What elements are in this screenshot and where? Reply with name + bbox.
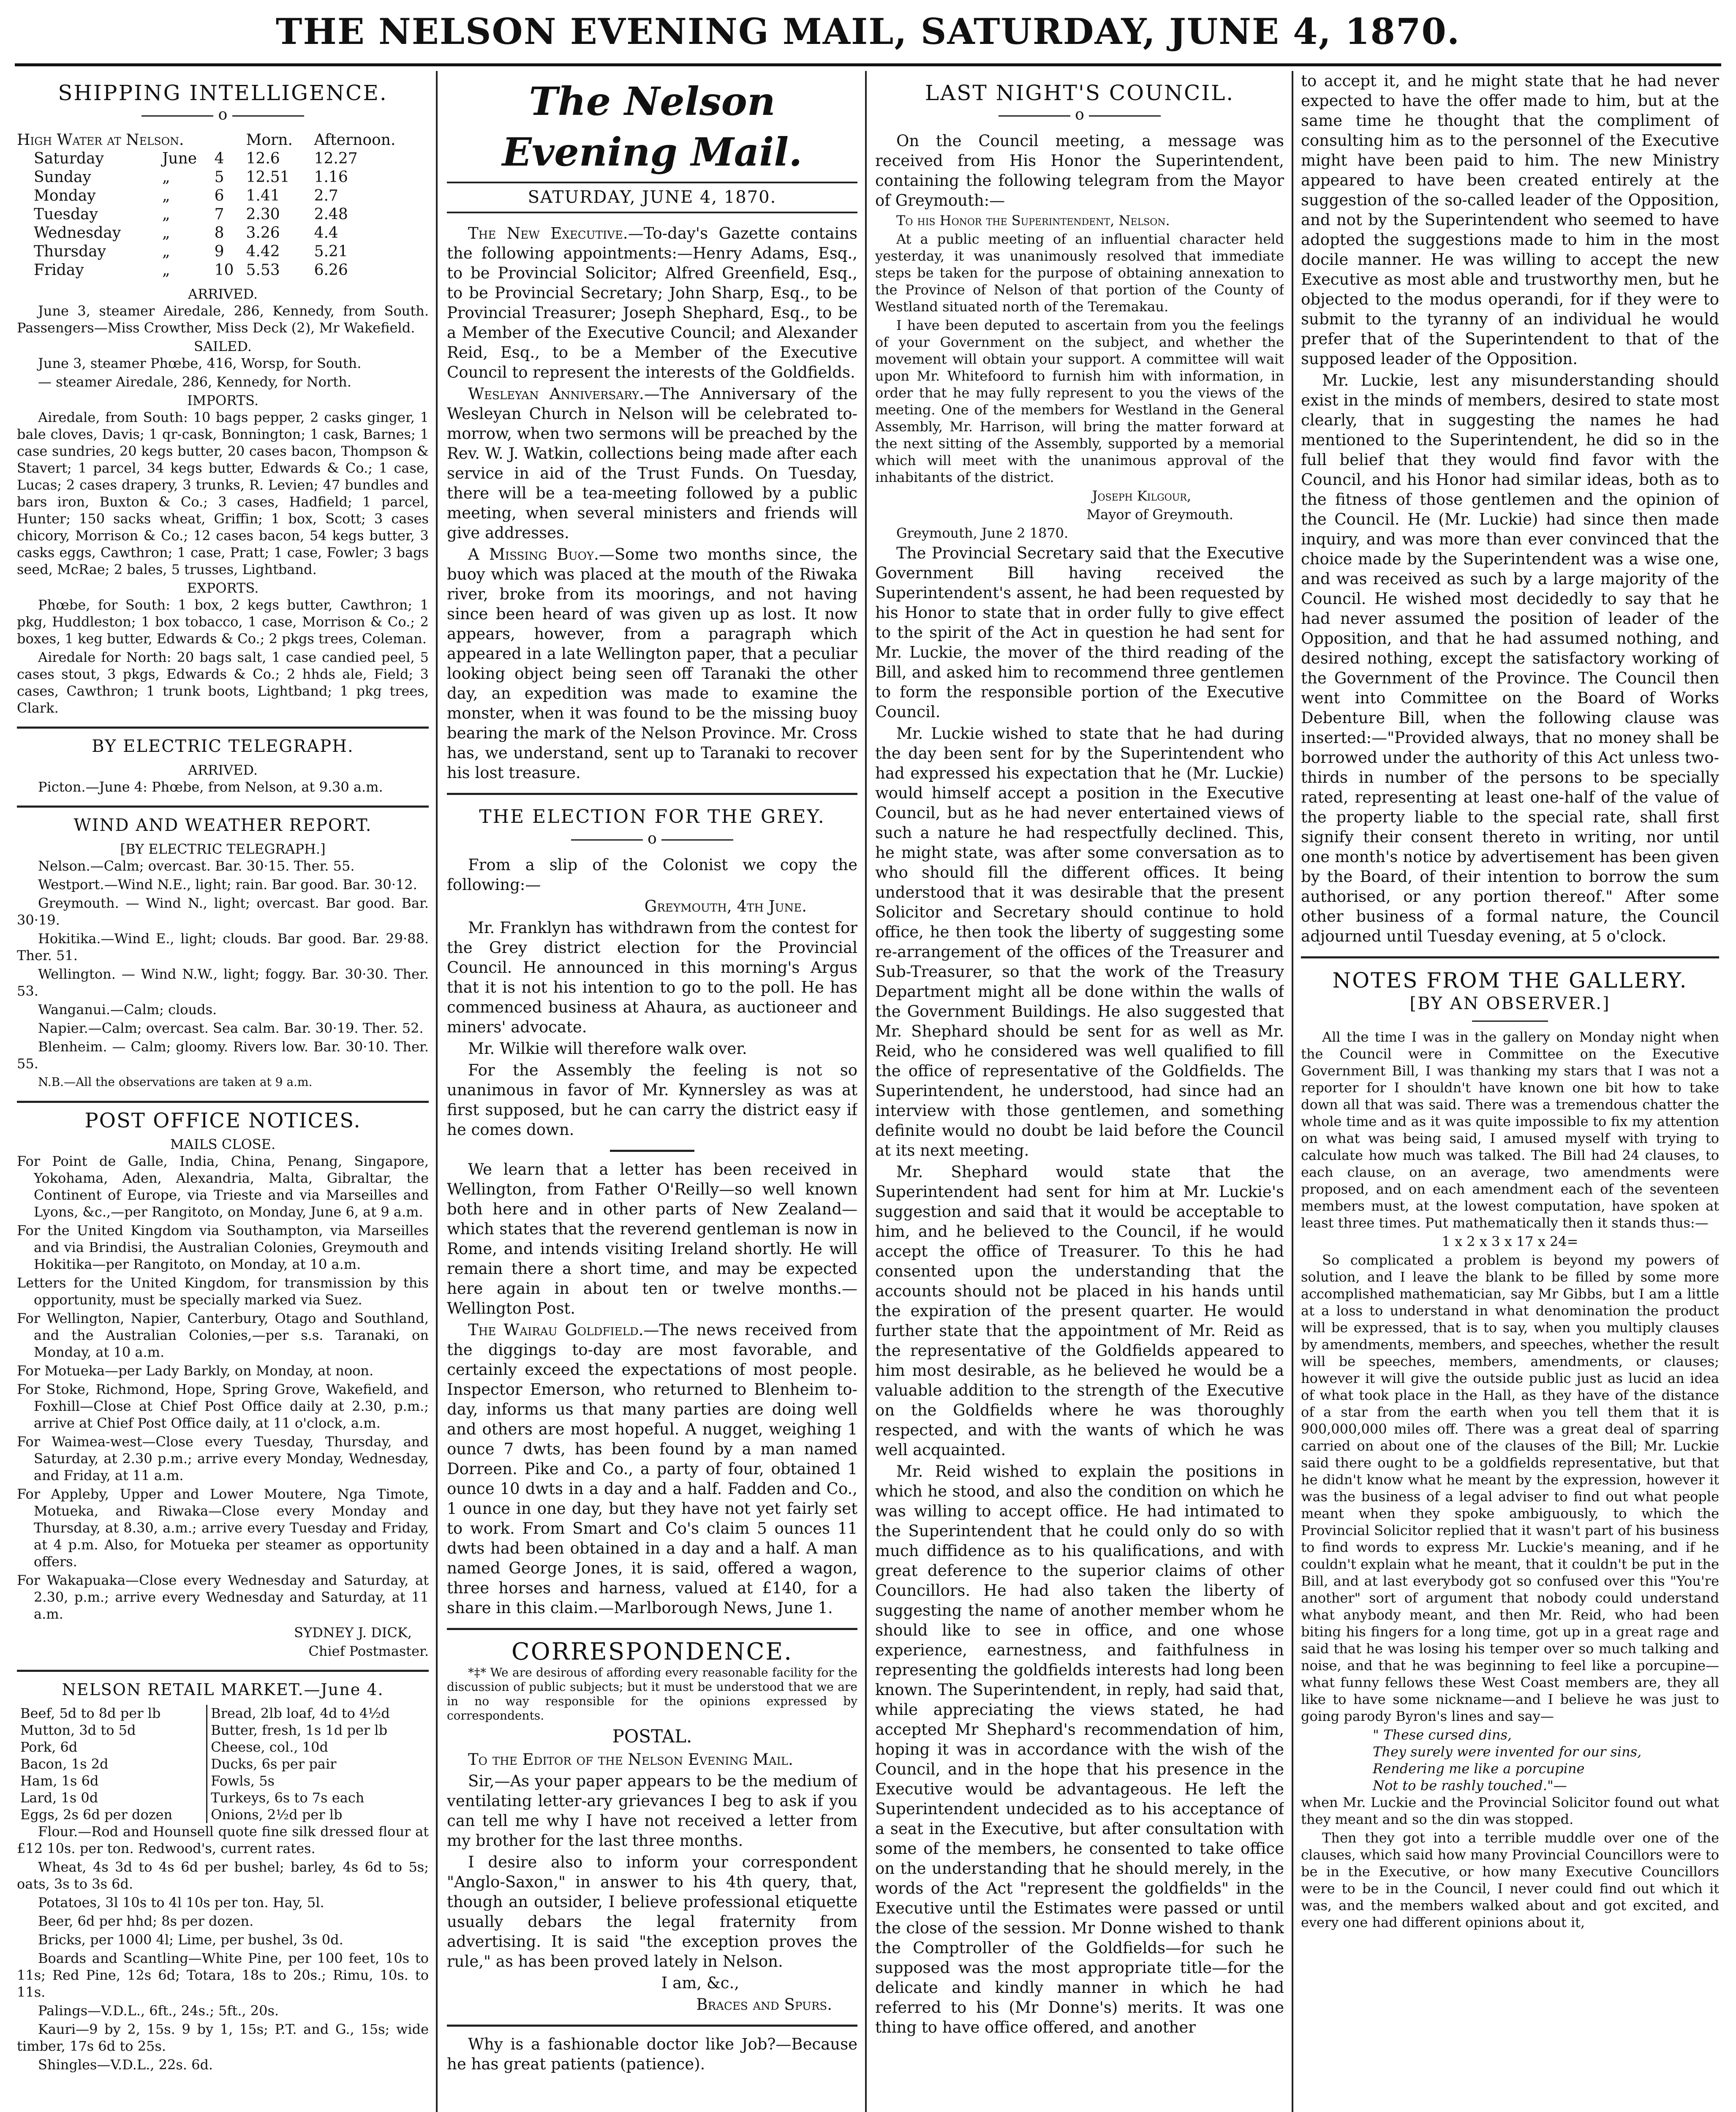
- arrived-text: June 3, steamer Airedale, 286, Kennedy, from South. Passengers—Miss Crowther, Miss Deck (2), Mr Wakefield.: [17, 303, 429, 336]
- section-divider: [17, 806, 429, 808]
- weather-report: Nelson.—Calm; overcast. Bar. 30·15. Ther. 55.: [38, 858, 355, 874]
- weather-report: Wellington. — Wind N.W., light; foggy. Bar. 30·30. Ther. 53.: [17, 966, 429, 999]
- section-divider: [610, 1150, 694, 1152]
- column-rule-1: [436, 71, 438, 2112]
- letter-recipient: To the Editor of the Nelson Evening Mail.: [468, 1750, 793, 1769]
- section-divider: [17, 1101, 429, 1103]
- market-paragraph: Bricks, per 1000 4l; Lime, per bushel, 3s 0d.: [38, 1932, 343, 1948]
- tide-title: High Water at Nelson.: [17, 131, 184, 149]
- gallery-verse: " These cursed dins, They surely were invented for our sins, Rendering me like a porcupine Not to be rashly touched."—: [1373, 1727, 1642, 1794]
- postal-subtitle: POSTAL.: [612, 1726, 692, 1747]
- grey-paragraph: Mr. Wilkie will therefore walk over.: [468, 1040, 747, 1058]
- letter-paragraph: Sir,—As your paper appears to be the medium of ventilating letter-ary grievances I beg to ask if you can tell me why I have not received a letter from my brother for the last three months.: [447, 1772, 857, 1850]
- council-paragraph: Mr. Luckie wished to state that he had during the day been sent for by the Superintendent who had expressed his expectation that he (Mr. Luckie) would himself accept a position in the Executive Council, but as he had never entertained views of such a nature he had respectfully declined. This, he might state, was after some conversation as to who should fill the different offices. It being understood that it was desirable that the present Solicitor and Secretary should continue to hold office, he then took the liberty of suggesting some re-arrangement of the offices of the Treasurer and Sub-Treasurer, so that the work of the Treasury Department might all be done within the walls of the Government Buildings. He also suggested that Mr. Shephard should be sent for as well as Mr. Reid, who he considered was well qualified to fill the office of representative of the Goldfields. The Superintendent, he understood, had since had an interview with those gentlemen, and something definite would no doubt be laid before the Council at its next meeting.: [875, 724, 1284, 1159]
- section-divider: [17, 1670, 429, 1672]
- grey-paragraph: Mr. Franklyn has withdrawn from the contest for the Grey district election for the Provincial Council. He announced in this morning's Argus that it is not his intention to go to the poll. He has commenced business at Ahaura, as auctioneer and miners' advocate.: [447, 919, 857, 1036]
- postmaster-signature: SYDNEY J. DICK,: [294, 1625, 412, 1641]
- grey-place: Greymouth, 4th June.: [644, 897, 807, 915]
- postmaster-title: Chief Postmaster.: [308, 1643, 429, 1659]
- letter-closing: I am, &c.,: [661, 1974, 739, 1992]
- column-4: [1301, 71, 1719, 2112]
- correspondence-note: *‡* We are desirous of affording every reasonable facility for the discussion of public subjects; but it must be understood that we are in no way responsible for the opinions expressed by correspondents.: [447, 1666, 857, 1723]
- weather-report: Westport.—Wind N.E., light; rain. Bar good. Bar. 30·12.: [38, 876, 417, 893]
- tide-row: Sunday „ 5 12.51 1.16: [34, 169, 348, 186]
- section-ornament: o: [447, 830, 857, 847]
- market-paragraph: Wheat, 4s 3d to 4s 6d per bushel; barley, 4s 6d to 5s; oats, 3s to 3s 6d.: [17, 1859, 429, 1892]
- gallery-subtitle: [BY AN OBSERVER.]: [1409, 994, 1611, 1013]
- weather-report: Blenheim. — Calm; gloomy. Rivers low. Bar. 30·10. Ther. 55.: [17, 1039, 429, 1072]
- exports-text-2: Airedale for North: 20 bags salt, 1 case candied peel, 5 cases stout, 3 pkgs, Edwards & Co.; 2 hhds ale, Field; 3 cases, Cawthron; 1 trunk boots, Lightband; 1 pkg trees, Clark.: [17, 649, 429, 716]
- weather-title: WIND AND WEATHER REPORT.: [73, 816, 372, 835]
- post-notice: For Stoke, Richmond, Hope, Spring Grove, Wakefield, and Foxhill—Close at Chief Post Office daily at 2.30, p.m.; arrive at Chief Post Office daily, at 11 o'clock, a.m.: [17, 1381, 429, 1431]
- tide-row: Thursday „ 9 4.42 5.21: [34, 243, 348, 260]
- tide-head-morn: Morn.: [246, 131, 293, 149]
- column-3: [875, 71, 1284, 2112]
- tide-row: Monday „ 6 1.41 2.7: [34, 187, 338, 204]
- council-paragraph: Mr. Shephard would state that the Superintendent had sent for him at Mr. Luckie's suggestion and said that it would be acceptable to him, and he believed to the Council, if he would accept the office of Treasurer. To this he had consented upon the understanding that the accounts should not be placed in his hands until the expiration of the present quarter. He would further state that the appointment of Mr. Reid as the representative of the Goldfields appeared to him most desirable, as he believed he would be a valuable addition to the strength of the Executive on the Goldfields where he was thoroughly respected, and with the wants of which he was well acquainted.: [875, 1163, 1284, 1459]
- grey-paragraph: For the Assembly the feeling is not so unanimous in favor of Mr. Kynnersley as was at first supposed, but he can carry the district easy if he comes down.: [447, 1061, 857, 1139]
- gallery-paragraph: All the time I was in the gallery on Monday night when the Council were in Committee on the Executive Government Bill, I was thanking my stars that I was not a reporter for I shouldn't have known one bit how to take down all that was said. There was a tremendous chatter the whole time and as it was quite impossible to fix my attention on what was being said, I amused myself with trying to calculate how much was talked. The Bill had 24 clauses, to each clause, on an average, two amendments were proposed, and on each amendment each of the seventeen members must, at the lowest computation, have spoken at least three times. Put mathematically then it stands thus:—: [1301, 1029, 1719, 1231]
- weather-report: Wanganui.—Calm; clouds.: [38, 1002, 217, 1018]
- section-divider: [17, 727, 429, 729]
- weather-report: Napier.—Calm; overcast. Sea calm. Bar. 30·19. Ther. 52.: [38, 1020, 424, 1036]
- imports-text: Airedale, from South: 10 bags pepper, 2 casks ginger, 1 bale cloves, Davis; 1 qr-cask, Bonnington; 1 cask, Barnes; 1 case sundries, 20 kegs butter, 20 cases bacon, Thompson & Stavert; 1 parcel, 34 kegs butter, Edwards & Co.; 1 case, Lucas; 2 cases drapery, 3 trunks, R. Levien; 47 bundles and bars iron, Buxton & Co.; 3 cases, Hadfield; 1 parcel, Hunter; 150 sacks wheat, Griffin; 1 box, Scott; 3 cases chicory, Morrison & Co.; 12 cases bacon, 54 kegs butter, 3 casks eggs, Cawthron; 1 case, Pratt; 1 case, Fowler; 3 bags seed, McRae; 2 bales, 5 trusses, Lightband.: [17, 409, 429, 577]
- telegram-recipient: To his Honor the Superintendent, Nelson.: [896, 212, 1170, 229]
- section-ornament: o: [875, 106, 1284, 123]
- sailed-text-1: June 3, steamer Phœbe, 416, Worsp, for South.: [38, 355, 362, 371]
- market-paragraph: Potatoes, 3l 10s to 4l 10s per ton. Hay, 5l.: [38, 1894, 324, 1911]
- gallery-paragraph: So complicated a problem is beyond my powers of solution, and I leave the blank to be filled by some more accomplished mathematician, say Mr Gibbs, but I am a little at a loss to understand in what denomination the product will be expressed, that is to say, when you multiply clauses by amendments, members, and speeches, whether the result will be speeches, members, amendments, or clauses; however it will give the outside public just as lucid an idea of what took place in the Hall, as they have of the distance of a star from the earth when you tell them that it is 900,000,000 miles off. There was a great deal of sparring carried on about one of the clauses of the Bill; Mr. Luckie said there ought to be a goldfields representative, but that he didn't know what he meant by the expression, however it was the business of a legal adviser to find out what people meant when they spoke ambiguously, to which the Provincial Solicitor replied that it wasn't part of his business to find words to express Mr. Luckie's meaning, and if he couldn't explain what he meant, that it couldn't be put in the Bill, and at last everybody got so confused over this "You're another" sort of argument that nobody could understand what anybody meant, and then Mr. Reid, who had been biting his fingers for a long time, got up in a great rage and said that he was losing his temper over so much talking and noise, and that he was beginning to feel like a porcupine—what funny fellows these West Coast members are, they all like to have some nickname—and I believe he was just to going parody Byron's lines and say—: [1301, 1252, 1719, 1724]
- market-paragraph: Beer, 6d per hhd; 8s per dozen.: [38, 1913, 254, 1929]
- market-row: Eggs, 2s 6d per dozen Onions, 2½d per lb: [17, 1806, 429, 1823]
- section-divider: [447, 1628, 857, 1630]
- gallery-paragraph: Then they got into a terrible muddle over one of the clauses, which said how many Provincial Councillors were to be in the Executive, or how many Executive Councillors were to be in the Council, I never could find out which it was, and the members walked about and got excited, and every one had different opinions about it,: [1301, 1830, 1719, 1930]
- sailed-text-2: — steamer Airedale, 286, Kennedy, for North.: [38, 374, 351, 390]
- council-paragraph: The Provincial Secretary said that the Executive Government Bill having received the Superintendent's assent, he had been requested by his Honor to state that in order fully to give effect to the spirit of the Act in question he had sent for Mr. Luckie, the mover of the third reading of the Bill, and asked him to recommend three gentlemen to form the responsible portion of the Executive Council.: [875, 544, 1284, 721]
- market-row: Pork, 6d Cheese, col., 10d: [17, 1739, 429, 1755]
- oreilly-item: We learn that a letter has been received in Wellington, from Father O'Reilly—so well known both here and in other parts of New Zealand—which states that the reverend gentleman is now in Rome, and intends visiting Ireland shortly. He will remain there a short time, and may be expected here again in about ten or twelve months.—Wellington Post.: [447, 1160, 857, 1317]
- tide-row: Saturday June 4 12.6 12.27: [34, 150, 358, 167]
- weather-report: Hokitika.—Wind E., light; clouds. Bar good. Bar. 29·88. Ther. 51.: [17, 931, 429, 963]
- gallery-title: NOTES FROM THE GALLERY.: [1332, 968, 1688, 993]
- masthead-rule: [15, 63, 1721, 66]
- correspondence-title: CORRESPONDENCE.: [511, 1638, 793, 1666]
- column-1: [17, 71, 429, 2112]
- post-notice: For Wakapuaka—Close every Wednesday and Saturday, at 2.30, p.m.; arrive every Wednesday and Saturday, at 11 a.m.: [17, 1572, 429, 1622]
- letter-paragraph: I desire also to inform your correspondent "Anglo-Saxon," in answer to his 4th query, that, though an outsider, I believe professional etiquette usually debars the legal fraternity from advertising. It is said "the exception proves the rule," as has been proved lately in Nelson.: [447, 1853, 857, 1970]
- telegram-text: At a public meeting of an influential character held yesterday, it was unanimously resolved that immediate steps be taken for the purpose of obtaining annexation to the Province of Nelson of that portion of the County of Westland situated north of the Teremakau.: [875, 231, 1284, 315]
- telegram-signature: Joseph Kilgour,: [1092, 488, 1191, 504]
- imports-heading: IMPORTS.: [187, 392, 258, 408]
- exports-heading: EXPORTS.: [187, 580, 259, 596]
- weather-note: N.B.—All the observations are taken at 9 a.m.: [38, 1075, 313, 1089]
- market-paragraph: Flour.—Rod and Hounsell quote fine silk dressed flour at £12 10s. per ton. Redwood's, current rates.: [17, 1824, 429, 1856]
- telegram-date: Greymouth, June 2 1870.: [896, 525, 1069, 541]
- market-row: Mutton, 3d to 5d Butter, fresh, 1s 1d per lb: [17, 1722, 429, 1739]
- council-title: LAST NIGHT'S COUNCIL.: [925, 81, 1235, 105]
- gallery-rule: [1472, 1021, 1548, 1022]
- tide-table: [17, 131, 429, 280]
- news-item: The New Executive.—To-day's Gazette contains the following appointments:—Henry Adams, Esq., to be Provincial Solicitor; Alfred Greenfield, Esq., to be Provincial Secretary; John Sharp, Esq., to be Provincial Treasurer; Joseph Shephard, Esq., to be a Member of the Executive Council; and Alexander Reid, Esq., to be a Member of the Executive Council to represent the interests of the Goldfields.: [447, 224, 857, 381]
- news-item: A Missing Buoy.—Some two months since, the buoy which was placed at the mouth of the Riwaka river, broke from its moorings, and not having since been heard of was given up as lost. It now appears, however, from a paragraph which appeared in a late Wellington paper, that a peculiar looking object being seen off Taranaki the other day, an expedition was made to examine the monster, when it was found to be the missing buoy bearing the mark of the Nelson Province. Mr. Cross has, we understand, sent up to Taranaki to recover his lost treasure.: [447, 545, 857, 782]
- market-paragraph: Boards and Scantling—White Pine, per 100 feet, 10s to 11s; Red Pine, 12s 6d; Totara, 18s to 20s.; Rimu, 10s. to 11s.: [17, 1950, 429, 2000]
- market-row: Ham, 1s 6d Fowls, 5s: [17, 1772, 429, 1789]
- section-divider: [447, 2025, 857, 2027]
- job-joke: Why is a fashionable doctor like Job?—Because he has great patients (patience).: [447, 2035, 857, 2073]
- gallery-paragraph: when Mr. Luckie and the Provincial Solicitor found out what they meant and so the din was stopped.: [1301, 1794, 1719, 1827]
- telegraph-title: BY ELECTRIC TELEGRAPH.: [92, 737, 354, 756]
- exports-text-1: Phœbe, for South: 1 box, 2 kegs butter, Cawthron; 1 pkg, Huddleston; 1 box tobacco, 1 case, Morrison & Co.; 2 boxes, 1 keg butter, Edwards & Co.; 2 pkgs trees, Coleman.: [17, 597, 429, 647]
- section-divider: [1301, 956, 1719, 958]
- tide-row: Friday „ 10 5.53 6.26: [34, 261, 348, 279]
- letter-signature: Braces and Spurs.: [696, 1995, 832, 2014]
- grey-title: THE ELECTION FOR THE GREY.: [479, 806, 825, 827]
- telegraph-text: Picton.—June 4: Phœbe, from Nelson, at 9.30 a.m.: [38, 779, 383, 795]
- section-divider: [447, 793, 857, 795]
- market-table: [17, 1705, 429, 1823]
- news-item: Wesleyan Anniversary.—The Anniversary of the Wesleyan Church in Nelson will be celebrated to-morrow, when two sermons will be preached by the Rev. W. J. Watkin, collections being made after each service in aid of the Trust Funds. On Tuesday, there will be a tea-meeting followed by a public meeting, when several ministers and friends will give addresses.: [447, 385, 857, 542]
- shipping-title: SHIPPING INTELLIGENCE.: [58, 81, 388, 105]
- post-subtitle: MAILS CLOSE.: [170, 1136, 276, 1152]
- council-paragraph: Mr. Luckie, lest any misunderstanding should exist in the minds of members, desired to state most clearly, that in suggesting the names he had mentioned to the Superintendent, he did so in the full belief that they would find favor with the Council, and his Honor had similar ideas, both as to the fitness of those gentlemen and the opinion of the Council. He (Mr. Luckie) had since then made inquiry, and was more than ever convinced that the choice made by the Superintendent was a wise one, and was received as such by a large majority of the Council. He wished most decidedly to say that he had never assumed the position of leader of the Opposition, and that he had assumed nothing, and desired nothing, except the satisfactory working of the Government of the Province. The Council then went into Committee on the Board of Works Debenture Bill, when the following clause was inserted:—"Provided always, that no money shall be borrowed under the authority of this Act unless two-thirds in number of the persons to be specially rated, representing at least one-half of the value of the property liable to the special rate, shall first signify their consent thereto in writing, nor until one month's notice by advertisement has been given by the Board, of their intention to borrow the sum authorised, or any portion thereof." After some other business of a formal nature, the Council adjourned until Tuesday evening, at 5 o'clock.: [1301, 371, 1719, 945]
- market-row: Beef, 5d to 8d per lb Bread, 2lb loaf, 4d to 4½d: [17, 1705, 429, 1722]
- masthead: THE NELSON EVENING MAIL, SATURDAY, JUNE 4, 1870.: [275, 11, 1461, 52]
- market-row: Lard, 1s 0d Turkeys, 6s to 7s each: [17, 1789, 429, 1806]
- council-intro: On the Council meeting, a message was received from His Honor the Superintendent, containing the following telegram from the Mayor of Greymouth:—: [875, 132, 1284, 210]
- paper-title: The Nelson Evening Mail.: [502, 79, 803, 175]
- column-rule-3: [1292, 71, 1293, 2112]
- market-paragraph: Kauri—9 by 2, 15s. 9 by 1, 15s; P.T. and G., 15s; wide timber, 17s 6d to 25s.: [17, 2021, 429, 2054]
- post-notice: For Point de Galle, India, China, Penang, Singapore, Yokohama, Aden, Alexandria, Malta, Gibraltar, the Continent of Europe, via Trieste and via Marseilles and Lyons, &c.,—per Rangitoto, on Monday, June 6, at 9 a.m.: [17, 1153, 429, 1220]
- post-notice: For Appleby, Upper and Lower Moutere, Nga Timote, Motueka, and Riwaka—Close every Monday and Thursday, at 8.30, a.m.; arrive every Tuesday and Friday, at 4 p.m. Also, for Motueka per steamer as opportunity offers.: [17, 1486, 429, 1570]
- telegram-signature-title: Mayor of Greymouth.: [1086, 506, 1233, 523]
- market-title: NELSON RETAIL MARKET.—June 4.: [62, 1680, 384, 1699]
- council-paragraph: Mr. Reid wished to explain the positions in which he stood, and also the condition on which he was willing to accept office. He had intimated to the Superintendent that he could only do so with much diffidence as to his qualifications, and with great deference to the superior claims of other Councillors. He had also taken the liberty of suggesting the name of another member whom he should like to see in office, and one whose experience, earnestness, and faithfulness in representing the goldfields interests had long been known. The Superintendent, in reply, had said that, while appreciating the views stated, he had accepted Mr Shephard's recommendation of him, hoping it was in accordance with the wish of the Council, and in the hope that his presence in the Executive would be advantageous. He left the Superintendent undecided as to his acceptance of a seat in the Executive, but after consultation with some of the members, he consented to take office on the understanding that he should merely, in the words of the Act "represent the goldfields" in the Executive until the Estimates were passed or until the close of the session. Mr Donne wished to thank the Comptroller of the Goldfields—for such he supposed was the most appropriate title—for the delicate and kindly manner in which he had referred to his (Mr Donne's) merits. It was one thing to have office offered, and another: [875, 1462, 1284, 2036]
- tide-head-aft: Afternoon.: [314, 131, 396, 149]
- dateline: SATURDAY, JUNE 4, 1870.: [447, 182, 857, 213]
- post-notice: For Waimea-west—Close every Tuesday, Thursday, and Saturday, at 2.30 p.m.; arrive every Monday, Wednesday, and Friday, at 11 a.m.: [17, 1434, 429, 1483]
- gallery-formula: 1 x 2 x 3 x 17 x 24=: [1442, 1233, 1578, 1249]
- weather-subtitle: [BY ELECTRIC TELEGRAPH.]: [120, 841, 326, 857]
- grey-intro: From a slip of the Colonist we copy the following:—: [447, 856, 857, 894]
- column-rule-2: [865, 71, 867, 2112]
- post-notice: For Motueka—per Lady Barkly, on Monday, at noon.: [17, 1363, 374, 1379]
- wairau-item: The Wairau Goldfield.—The news received from the diggings to-day are most favorable, and certainly exceed the expectations of most people. Inspector Emerson, who returned to Blenheim to-day, informs us that many parties are doing well and others are most hopeful. A nugget, weighing 1 ounce 7 dwts, has been found by a man named Dorreen. Pike and Co., a party of four, obtained 1 ounce 10 dwts in a day and a half. Fadden and Co., 1 ounce in one day, but they have not yet fairly set to work. From Smart and Co's claim 5 ounces 11 dwts had been obtained in a day and a half. A man named George Jones, it is said, offered a wagon, three horses and harness, valued at £140, for a share in this claim.—Marlborough News, June 1.: [447, 1321, 857, 1617]
- sailed-heading: SAILED.: [194, 338, 252, 354]
- tide-row: Wednesday „ 8 3.26 4.4: [34, 224, 338, 242]
- council-continued: to accept it, and he might state that he had never expected to have the offer made to him, but at the same time he thought that the compliment of consulting him as to the personnel of the Executive might have been paid to him. The new Ministry appeared to have been created entirely at the suggestion of the so-called leader of the Opposition, and not by the Superintendent who seemed to have adopted the suggestions made to him in the most docile manner. He was willing to accept the new Executive as most able and trustworthy men, but he objected to the modus operandi, for if they were to submit to the tyranny of an individual he would prefer that of the Superintendent to that of the supposed leader of the Opposition.: [1301, 72, 1719, 368]
- market-row: Bacon, 1s 2d Ducks, 6s per pair: [17, 1755, 429, 1772]
- post-title: POST OFFICE NOTICES.: [84, 1109, 361, 1132]
- post-notice: Letters for the United Kingdom, for transmission by this opportunity, must be specially marked via Suez.: [17, 1275, 429, 1308]
- section-ornament: o: [17, 106, 429, 123]
- column-2: [447, 71, 857, 2112]
- tide-row: Tuesday „ 7 2.30 2.48: [34, 206, 348, 223]
- telegraph-arrived-heading: ARRIVED.: [188, 762, 258, 778]
- market-paragraph: Palings—V.D.L., 6ft., 24s.; 5ft., 20s.: [38, 2003, 279, 2019]
- post-notice: For Wellington, Napier, Canterbury, Otago and Southland, and the Australian Colonies,—per s.s. Taranaki, on Monday, at 10 a.m.: [17, 1310, 429, 1360]
- post-notice: For the United Kingdom via Southampton, via Marseilles and via Brindisi, the Australian Colonies, Greymouth and Hokitika—per Rangitoto, on Monday, at 10 a.m.: [17, 1222, 429, 1272]
- weather-report: Greymouth. — Wind N., light; overcast. Bar good. Bar. 30·19.: [17, 895, 429, 928]
- market-paragraph: Shingles—V.D.L., 22s. 6d.: [38, 2057, 213, 2073]
- arrived-heading: ARRIVED.: [188, 286, 258, 302]
- telegram-text: I have been deputed to ascertain from you the feelings of your Government on the subject, and whether the movement will obtain your support. A committee will wait upon Mr. Whitefoord to furnish him with information, in order that he may fully represent to you the views of the meeting. One of the members for Westland in the General Assembly, Mr. Harrison, will bring the matter forward at the next sitting of the Assembly, supported by a memorial which will meet with the unanimous approval of the inhabitants of the district.: [875, 317, 1284, 485]
